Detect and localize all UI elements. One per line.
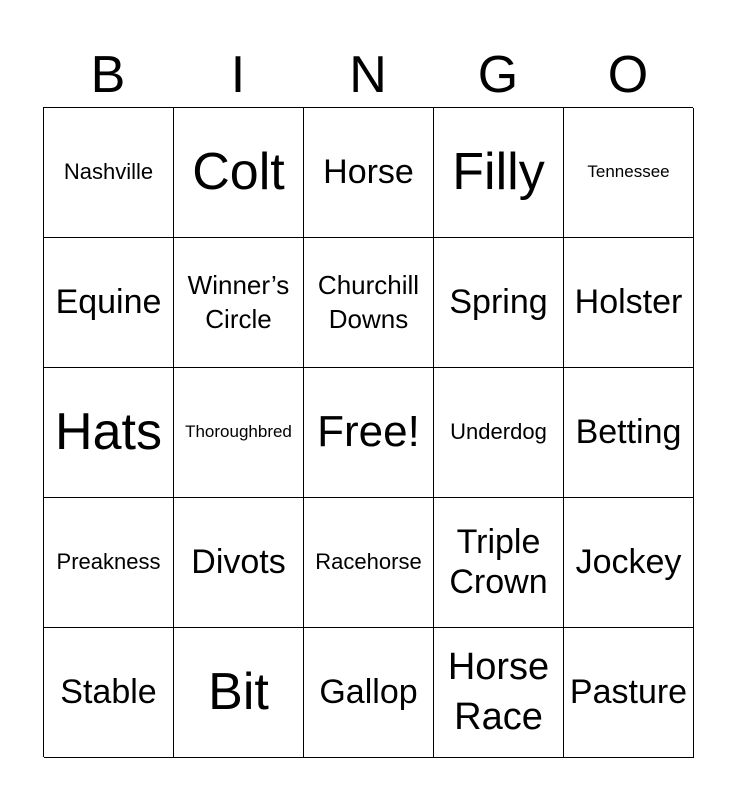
bingo-cell[interactable] (434, 628, 564, 758)
cell-label: Spring (449, 282, 548, 321)
bingo-cell[interactable] (304, 238, 434, 368)
cell-label: Hats (55, 402, 162, 461)
bingo-cell[interactable] (434, 368, 564, 498)
bingo-cell[interactable] (44, 108, 174, 238)
cell-label: Underdog (450, 419, 547, 445)
bingo-board (43, 107, 693, 757)
bingo-cell[interactable] (44, 368, 174, 498)
cell-label: Tennessee (587, 162, 670, 182)
cell-label: Filly (452, 142, 545, 201)
bingo-cell[interactable] (174, 108, 304, 238)
cell-label: Thoroughbred (185, 422, 292, 442)
cell-label: Betting (575, 412, 682, 451)
cell-label: Equine (55, 282, 162, 321)
cell-label: Preakness (56, 549, 161, 575)
cell-label: Bit (208, 662, 269, 721)
cell-label: Divots (191, 542, 286, 581)
bingo-cell[interactable] (174, 238, 304, 368)
bingo-cell[interactable] (434, 238, 564, 368)
bingo-header (43, 44, 693, 106)
bingo-cell[interactable] (304, 108, 434, 238)
bingo-cell[interactable] (174, 498, 304, 628)
cell-label: Stable (60, 672, 157, 711)
cell-label: Jockey (575, 542, 682, 581)
header-letter-o: O (607, 46, 649, 104)
cell-label: Triple Crown (449, 523, 548, 601)
cell-label: Holster (574, 282, 683, 321)
header-letter-b: B (90, 46, 126, 104)
bingo-cell[interactable] (564, 108, 694, 238)
header-letter-i: I (230, 46, 246, 104)
cell-label: Pasture (569, 672, 688, 711)
bingo-cell[interactable] (44, 498, 174, 628)
bingo-cell[interactable] (564, 238, 694, 368)
bingo-cell[interactable] (44, 238, 174, 368)
free-space-label: Free! (317, 407, 420, 457)
bingo-cell[interactable] (44, 628, 174, 758)
bingo-cell[interactable] (304, 628, 434, 758)
bingo-cell[interactable] (564, 368, 694, 498)
bingo-cell[interactable] (564, 628, 694, 758)
cell-label: Horse Race (447, 646, 550, 738)
free-space-cell[interactable] (304, 368, 434, 498)
cell-label: Racehorse (315, 549, 422, 575)
header-letter-n: N (349, 46, 387, 104)
cell-label: Churchill Downs (317, 269, 420, 334)
cell-label: Gallop (319, 672, 418, 711)
bingo-cell[interactable] (304, 498, 434, 628)
cell-label: Winner’s Circle (187, 269, 290, 334)
bingo-cell[interactable] (564, 498, 694, 628)
bingo-cell[interactable] (174, 628, 304, 758)
header-letter-g: G (477, 46, 519, 104)
bingo-cell[interactable] (434, 498, 564, 628)
cell-label: Colt (192, 142, 285, 201)
bingo-cell[interactable] (434, 108, 564, 238)
cell-label: Nashville (63, 159, 154, 185)
bingo-cell[interactable] (174, 368, 304, 498)
cell-label: Horse (323, 152, 414, 191)
